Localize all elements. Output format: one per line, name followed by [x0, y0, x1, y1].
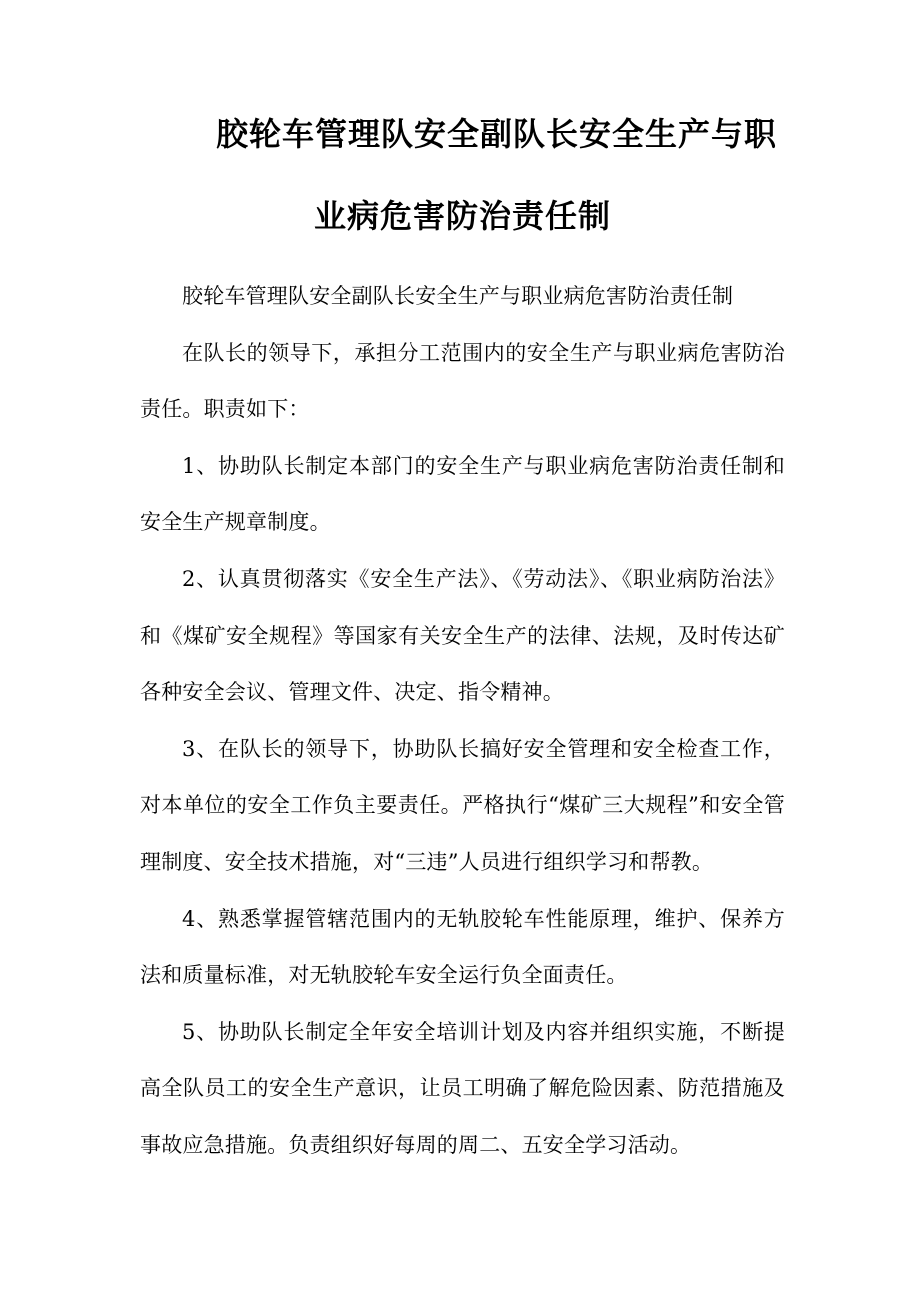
paragraph-item-1: 1、协助队长制定本部门的安全生产与职业病危害防治责任制和安全生产规章制度。 — [140, 453, 785, 535]
paragraph-item-5: 5、协助队长制定全年安全培训计划及内容并组织实施，不断提高全队员工的安全生产意识，让员工明确了解危险因素、防范措施及事故应急措施。负责组织好每周的周二、五安全学习活动。 — [140, 1019, 785, 1157]
paragraph-subtitle: 胶轮车管理队安全副队长安全生产与职业病危害防治责任制 — [182, 284, 734, 308]
document-title-line-1: 胶轮车管理队安全副队长安全生产与职 — [216, 115, 778, 153]
paragraph-item-4: 4、熟悉掌握管辖范围内的无轨胶轮车性能原理，维护、保养方法和质量标准，对无轨胶轮车安全运行负全面责任。 — [140, 906, 785, 988]
paragraph-intro: 在队长的领导下，承担分工范围内的安全生产与职业病危害防治责任。职责如下： — [140, 340, 785, 422]
paragraph-item-2: 2、认真贯彻落实《安全生产法》、《劳动法》、《职业病防治法》和《煤矿安全规程》等国家有关安全生产的法律、法规，及时传达矿各种安全会议、管理文件、决定、指令精神。 — [140, 566, 785, 705]
paragraph-item-3: 3、在队长的领导下，协助队长搞好安全管理和安全检查工作，对本单位的安全工作负主要责任。严格执行“煤矿三大规程”和安全管理制度、安全技术措施，对“三违”人员进行组织学习和帮教。 — [140, 736, 785, 874]
document-title-line-2: 业病危害防治责任制 — [314, 197, 612, 235]
document-body — [140, 268, 785, 1174]
